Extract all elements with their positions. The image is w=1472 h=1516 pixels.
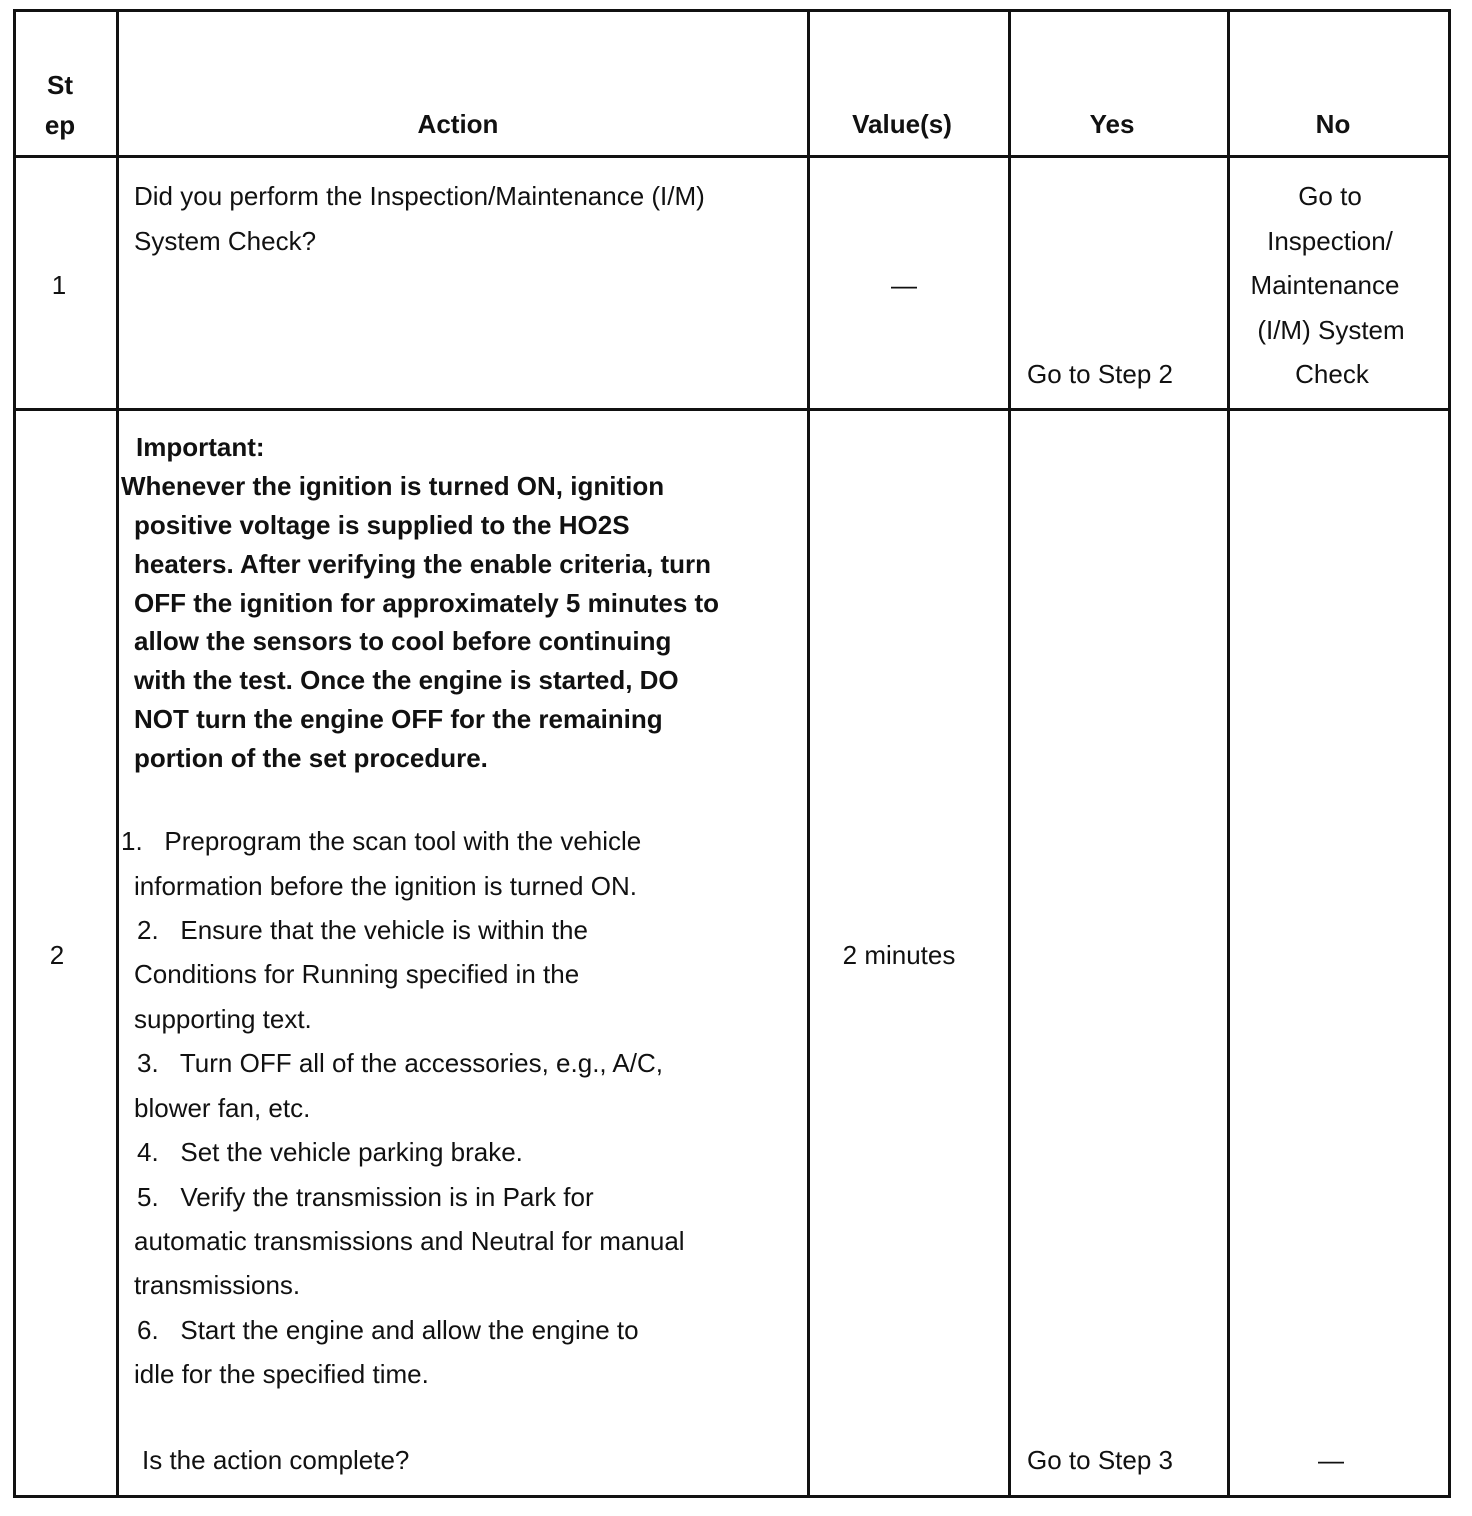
row1-action-line1: Did you perform the Inspection/Maintenance (I/M) bbox=[134, 181, 705, 211]
header-divider bbox=[13, 155, 1451, 158]
important-title: Important: bbox=[136, 432, 265, 462]
header-step-line1: St bbox=[47, 70, 73, 100]
procedure-line: 3. Turn OFF all of the accessories, e.g., A/C, bbox=[137, 1048, 663, 1078]
important-line: OFF the ignition for approximately 5 minutes to bbox=[134, 588, 720, 618]
row2-yes: Go to Step 3 bbox=[1027, 1445, 1173, 1475]
header-yes: Yes bbox=[1089, 109, 1135, 139]
important-line: heaters. After verifying the enable criteria, turn bbox=[134, 549, 711, 579]
row2-step: 2 bbox=[49, 940, 65, 970]
row1-no-line1: Go to bbox=[1298, 181, 1362, 211]
row1-no-line2: Inspection/ bbox=[1267, 226, 1393, 256]
column-divider-values bbox=[1008, 9, 1011, 1498]
row2-no: — bbox=[1318, 1445, 1344, 1475]
important-line: allow the sensors to cool before continuing bbox=[134, 626, 672, 656]
table-border-bottom bbox=[13, 1495, 1451, 1498]
column-divider-yes bbox=[1227, 9, 1230, 1498]
header-step-line2: ep bbox=[44, 110, 76, 140]
table-border-right bbox=[1448, 9, 1451, 1498]
procedure-line: transmissions. bbox=[134, 1270, 301, 1300]
column-divider-step bbox=[116, 9, 119, 1498]
procedure-line: 5. Verify the transmission is in Park for bbox=[137, 1182, 594, 1212]
row2-question: Is the action complete? bbox=[142, 1445, 410, 1475]
procedure-line: 1. Preprogram the scan tool with the vehicle bbox=[121, 826, 642, 856]
row1-no-line3: Maintenance bbox=[1250, 270, 1400, 300]
procedure-line: idle for the specified time. bbox=[134, 1359, 429, 1389]
procedure-line: automatic transmissions and Neutral for manual bbox=[134, 1226, 685, 1256]
row2-value: 2 minutes bbox=[842, 940, 956, 970]
procedure-line: blower fan, etc. bbox=[134, 1093, 311, 1123]
procedure-line: 2. Ensure that the vehicle is within the bbox=[137, 915, 588, 945]
row1-step: 1 bbox=[51, 270, 67, 300]
row-divider bbox=[13, 408, 1451, 411]
row1-no-line4: (I/M) System bbox=[1257, 315, 1405, 345]
procedure-line: information before the ignition is turned ON. bbox=[134, 871, 637, 901]
important-line: portion of the set procedure. bbox=[134, 743, 488, 773]
header-action: Action bbox=[417, 109, 499, 139]
header-values: Value(s) bbox=[852, 109, 952, 139]
procedure-line: Conditions for Running specified in the bbox=[134, 959, 580, 989]
column-divider-action bbox=[807, 9, 810, 1498]
row1-no-line5: Check bbox=[1295, 359, 1369, 389]
important-line: NOT turn the engine OFF for the remaining bbox=[134, 704, 663, 734]
table-border-top bbox=[13, 9, 1451, 12]
important-line: with the test. Once the engine is started, DO bbox=[134, 665, 679, 695]
row1-action-line2: System Check? bbox=[134, 226, 317, 256]
row1-yes: Go to Step 2 bbox=[1027, 359, 1173, 389]
row1-value: — bbox=[891, 270, 917, 300]
important-line: positive voltage is supplied to the HO2S bbox=[134, 510, 630, 540]
procedure-line: 4. Set the vehicle parking brake. bbox=[137, 1137, 523, 1167]
procedure-line: supporting text. bbox=[134, 1004, 312, 1034]
table-border-left bbox=[13, 9, 16, 1498]
important-line: Whenever the ignition is turned ON, ignition bbox=[121, 471, 665, 501]
procedure-line: 6. Start the engine and allow the engine to bbox=[137, 1315, 639, 1345]
header-no: No bbox=[1315, 109, 1351, 139]
